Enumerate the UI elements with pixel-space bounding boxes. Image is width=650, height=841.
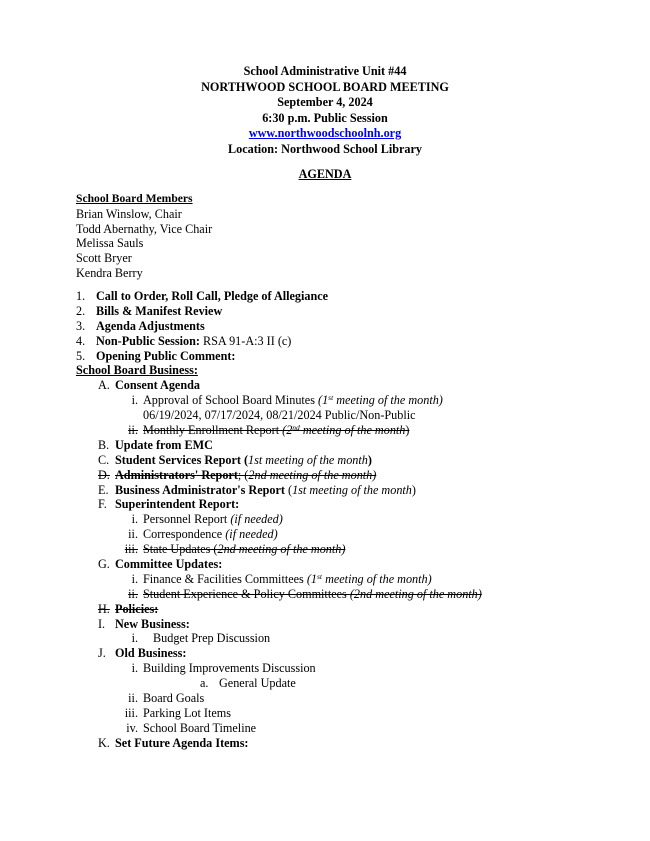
section-a-item-i [76,393,636,408]
minutes-dates: 06/19/2024, 07/17/2024, 08/21/2024 Public/Non-Public [143,408,416,423]
section-letter: I. [98,616,106,631]
member-name: Scott Bryer [76,251,132,266]
sub-number: iii. [124,705,138,720]
member-name: Kendra Berry [76,265,143,280]
section-j-item-i [76,661,636,676]
section-letter: B. [98,437,110,452]
section-letter: G. [98,557,110,572]
section-letter: H. [98,601,110,616]
section-g [76,557,636,572]
sub-number: ii. [128,527,138,542]
sub-text: School Board Timeline [143,720,257,735]
section-f-item-i [76,512,636,527]
meeting-location: Location: Northwood School Library [228,141,422,156]
section-note: 1st meeting of the month [248,452,368,467]
sub-number: i. [131,512,138,527]
section-letter: F. [98,497,107,512]
meeting-date: September 4, 2024 [277,95,373,110]
section-g-item-ii [76,587,636,602]
item-number: 2. [76,303,86,318]
section-i [76,617,636,632]
section-letter: C. [98,452,110,467]
sub-note: (1st meeting of the month) [318,393,443,408]
section-h [76,602,636,617]
sub-number: ii. [128,586,138,601]
item-number: 1. [76,289,86,303]
meeting-title: NORTHWOOD SCHOOL BOARD MEETING [201,79,449,94]
section-a [76,378,636,393]
sub-text: Building Improvements Discussion [143,661,316,676]
agenda-items [76,289,636,751]
sub-sub-text: General Update [219,676,296,691]
agenda-item-3 [76,319,636,334]
section-letter: E. [98,482,109,497]
sub-text: Personnel Report [143,512,231,527]
section-b [76,438,636,453]
section-letter: J. [98,646,106,661]
section-f [76,497,636,512]
item-label: Non-Public Session: [96,333,200,348]
section-letter: K. [98,735,110,750]
section-label: New Business: [115,616,190,631]
section-a-item-ii: ii. Monthly Enrollment Report (2nd meeting of the month) [76,423,636,438]
sub-number: ii. [128,423,138,438]
item-label: Agenda Adjustments [96,318,205,333]
agenda-item-1 [76,289,636,304]
section-a-item-i-dates [76,408,636,423]
document-header [0,64,650,158]
section-note: 2nd meeting of the month) [248,467,377,482]
section-label: Superintendent Report: [115,497,240,512]
section-label: Set Future Agenda Items: [115,735,249,750]
sub-sub-letter: a. [200,676,209,691]
sub-number: i. [131,661,138,676]
section-label: Update from EMC [115,437,213,452]
agenda-item-2 [76,304,636,319]
section-d: D. Administrators' Report; (2nd meeting of the month) [98,467,377,482]
section-letter: D. [98,467,110,482]
section-label: Policies: [115,601,159,616]
item-label: Bills & Manifest Review [96,303,223,318]
sub-text: Student Experience & Policy Committees [143,586,350,601]
sub-number: iv. [126,720,138,735]
sub-number: i. [131,631,138,646]
sub-number: i. [131,393,138,408]
section-label: Consent Agenda [115,378,200,393]
sub-number: ii. [128,691,138,706]
section-label: Old Business: [115,646,187,661]
sub-note: (if needed) [225,527,278,542]
sub-note: (2nd meeting of the month) [349,586,482,601]
sub-number: iii. [124,542,138,557]
item-number: 3. [76,318,86,333]
sub-text: Correspondence [143,527,226,542]
section-label: Administrators' Report [115,467,238,482]
sub-note: (if needed) [230,512,283,527]
section-j-item-ii [76,691,636,706]
sub-text: Board Goals [143,691,205,706]
section-j-item-iii [76,706,636,721]
section-j [76,646,636,661]
item-number: 5. [76,348,86,363]
website-link[interactable]: www.northwoodschoolnh.org [248,126,402,141]
item-number: 4. [76,333,86,348]
sub-text: State Updates ( [143,542,218,557]
section-label: Student Services Report ( [115,452,249,467]
sub-text: Finance & Facilities Committees [143,571,307,586]
board-members [76,192,212,281]
section-label: Business Administrator's Report [115,482,285,497]
business-heading-row [76,363,636,378]
sub-number: i. [131,571,138,586]
sub-text: Approval of School Board Minutes [143,393,319,408]
item-label: Opening Public Comment: [96,348,236,363]
sub-note: (2nd meeting of the month [282,423,406,438]
member-name: Todd Abernathy, Vice Chair [76,221,213,236]
section-f-item-ii [76,527,636,542]
member-name: Melissa Sauls [76,236,144,251]
members-heading: School Board Members [76,192,193,205]
section-i-item-i [76,631,636,646]
item-label: Call to Order, Roll Call, Pledge of Allegiance [96,289,329,303]
section-j-item-i-a [76,676,636,691]
sub-note: (1st meeting of the month) [306,571,432,586]
section-g-item-i [76,572,636,587]
section-f-item-iii [76,542,636,557]
business-heading: School Board Business: [76,363,198,378]
agenda-title: AGENDA [298,167,352,181]
org-name: School Administrative Unit #44 [243,64,407,78]
section-letter: A. [98,378,110,393]
item-detail: RSA 91-A:3 II (c) [199,333,292,348]
agenda-item-4 [76,334,636,349]
section-j-item-iv [76,721,636,736]
agenda-item-5 [76,349,636,364]
section-label: Committee Updates: [115,557,223,572]
section-e: E. Business Administrator's Report (1st meeting of the month) [98,482,416,497]
sub-text: Monthly Enrollment Report [143,423,283,438]
section-k [76,736,636,751]
sub-note: 2nd meeting of the month) [217,542,346,557]
sub-text: Budget Prep Discussion [153,631,271,646]
session-time: 6:30 p.m. Public Session [262,110,388,125]
section-c: C. Student Services Report (1st meeting of the month) [98,452,372,467]
section-note: 1st meeting of the month [292,482,412,497]
sub-text: Parking Lot Items [143,705,232,720]
member-name: Brian Winslow, Chair [76,206,182,221]
